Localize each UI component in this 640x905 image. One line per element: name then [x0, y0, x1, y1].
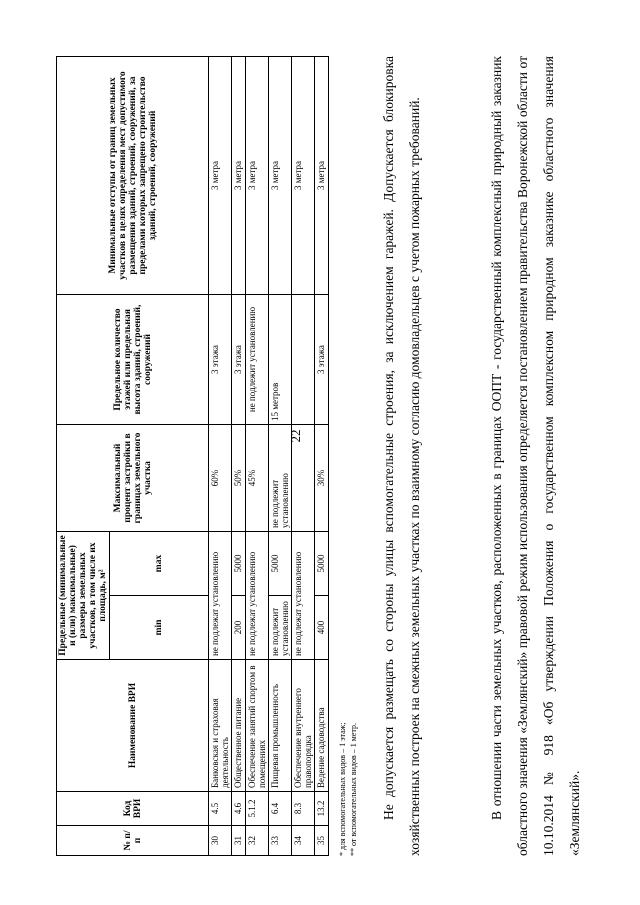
cell-max: 5000 — [232, 532, 246, 596]
cell-num: 35 — [315, 826, 329, 856]
footnote-1: * для вспомогательных видов – 1 этаж; — [338, 722, 347, 856]
cell-setback: 3 метра — [232, 57, 246, 295]
cell-max: 5000 — [269, 532, 292, 596]
cell-setback: 3 метра — [292, 57, 315, 295]
cell-code: 13.2 — [315, 792, 329, 826]
cell-percent: 45% — [246, 425, 269, 532]
header-setback: Минимальные отступы от границ земельных участков в целях определения мест допустимого размещения зданий, строений, сооружений, за пределами которых запрещено строительство зданий, строений, сооружений — [57, 57, 209, 295]
cell-min: 400 — [315, 596, 329, 660]
rotated-page-content — [40, 30, 600, 870]
cell-floors: 3 этажа — [209, 295, 232, 425]
paragraph-protected-area: В отношении части земельных участков, расположенных в границах ООПТ - государственный комплексный природный заказник областного значения «Землянский» правовой режим использования определяется постановлением правительства Воронежской области от 10.10.2014 № 918 «Об утверждении Положения о государственном комплексном природном заказнике областного значения «Землянский». — [488, 56, 582, 856]
cell-limits: не подлежат установлению — [292, 532, 315, 660]
table-row — [292, 57, 315, 856]
cell-setback: 3 метра — [246, 57, 269, 295]
header-max: max — [110, 532, 209, 596]
cell-percent: не подлежит установлению — [269, 425, 292, 532]
table-row — [246, 57, 269, 856]
header-floors: Предельное количество этажей или предельная высота зданий, строений, сооружений — [57, 295, 209, 425]
cell-num: 31 — [232, 826, 246, 856]
cell-max: 5000 — [315, 532, 329, 596]
cell-percent: 30% — [315, 425, 329, 532]
cell-floors: 15 метров — [269, 295, 292, 425]
cell-name: Ведение садоводства — [315, 660, 329, 792]
table-row — [269, 57, 292, 856]
cell-min: 200 — [232, 596, 246, 660]
table-row — [232, 57, 246, 856]
cell-setback: 3 метра — [269, 57, 292, 295]
footnote-2: ** от вспомогательных видов – 1 метр. — [349, 723, 358, 856]
cell-percent — [292, 425, 315, 532]
cell-percent: 50% — [232, 425, 246, 532]
cell-code: 6.4 — [269, 792, 292, 826]
header-name: Наименование ВРИ — [57, 660, 209, 792]
paragraph-outbuildings: Не допускается размещать со стороны улицы вспомогательные строения, за исключением гаражей. Допускается блокировка хозяйственных построек на смежных земельных участках по взаимному согласию домовладельцев с учетом пожарных требований. — [380, 56, 422, 856]
cell-min: не подлежит установлению — [269, 596, 292, 660]
header-code: Код ВРИ — [57, 792, 209, 826]
cell-num: 30 — [209, 826, 232, 856]
cell-num: 34 — [292, 826, 315, 856]
table-row — [315, 57, 329, 856]
cell-name: Общественное питание — [232, 660, 246, 792]
cell-num: 32 — [246, 826, 269, 856]
cell-limits: не подлежат установлению — [209, 532, 232, 660]
header-min: min — [110, 596, 209, 660]
cell-setback: 3 метра — [315, 57, 329, 295]
header-limits: Предельные (минимальные и (или) максимальные) размеры земельных участков, в том числе их площадь, м² — [57, 532, 110, 660]
cell-num: 33 — [269, 826, 292, 856]
cell-name: Банковская и страховая деятельность — [209, 660, 232, 792]
cell-name: Обеспечение занятий спортом в помещениях — [246, 660, 269, 792]
header-percent: Максимальный процент застройки в границах земельного участка — [57, 425, 209, 532]
cell-code: 5.1.2 — [246, 792, 269, 826]
page-number: 22 — [288, 429, 303, 443]
cell-floors: 3 этажа — [232, 295, 246, 425]
cell-floors: не подлежит установлению — [246, 295, 269, 425]
cell-name: Обеспечение внутреннего правопорядка — [292, 660, 315, 792]
cell-limits: не подлежат установлению — [246, 532, 269, 660]
cell-setback: 3 метра — [209, 57, 232, 295]
cell-floors — [292, 295, 315, 425]
cell-floors: 3 этажа — [315, 295, 329, 425]
header-num: № п/п — [57, 826, 209, 856]
cell-code: 4.5 — [209, 792, 232, 826]
cell-code: 8.3 — [292, 792, 315, 826]
zoning-table — [56, 56, 329, 856]
table-footnotes — [337, 76, 359, 856]
cell-code: 4.6 — [232, 792, 246, 826]
cell-name: Пищевая промышленность — [269, 660, 292, 792]
cell-percent: 60% — [209, 425, 232, 532]
table-row — [209, 57, 232, 856]
